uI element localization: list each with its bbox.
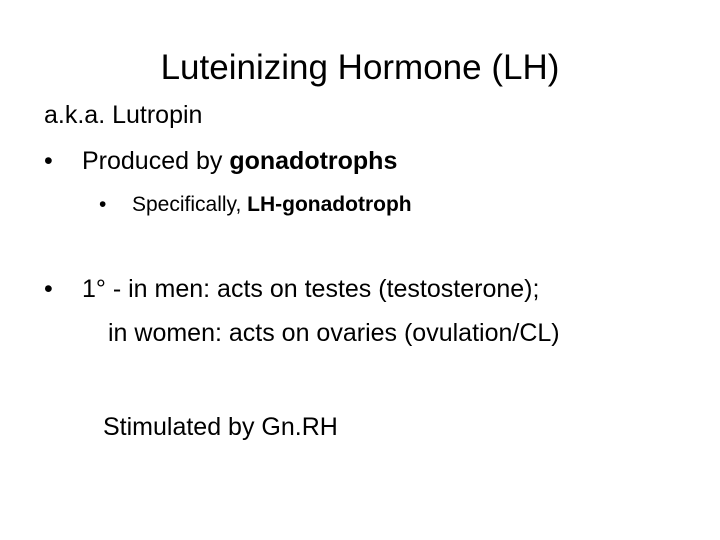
bullet-icon: • bbox=[99, 193, 107, 216]
bullet-produced-by bbox=[44, 144, 397, 178]
sub-bullet-text-regular: Specifically, bbox=[132, 193, 248, 216]
bullet-text-line1: 1° - in men: acts on testes (testosterone); bbox=[82, 275, 540, 303]
stimulated-note: Stimulated by Gn.RH bbox=[103, 413, 338, 441]
sub-bullet-text-bold: LH-gonadotroph bbox=[247, 193, 412, 216]
subtitle: a.k.a. Lutropin bbox=[44, 101, 203, 129]
sub-bullet-specifically bbox=[99, 190, 412, 220]
bullet-text-regular: Produced by bbox=[82, 147, 230, 175]
slide-title: Luteinizing Hormone (LH) bbox=[160, 48, 560, 87]
bullet-icon: • bbox=[44, 147, 53, 175]
bullet-text-bold: gonadotrophs bbox=[229, 147, 398, 175]
bullet-icon: • bbox=[44, 275, 53, 303]
bullet-primary-action bbox=[44, 272, 539, 306]
bullet-text bbox=[82, 144, 397, 178]
sub-bullet-text bbox=[132, 190, 412, 220]
bullet-text-line2: in women: acts on ovaries (ovulation/CL) bbox=[108, 319, 560, 347]
